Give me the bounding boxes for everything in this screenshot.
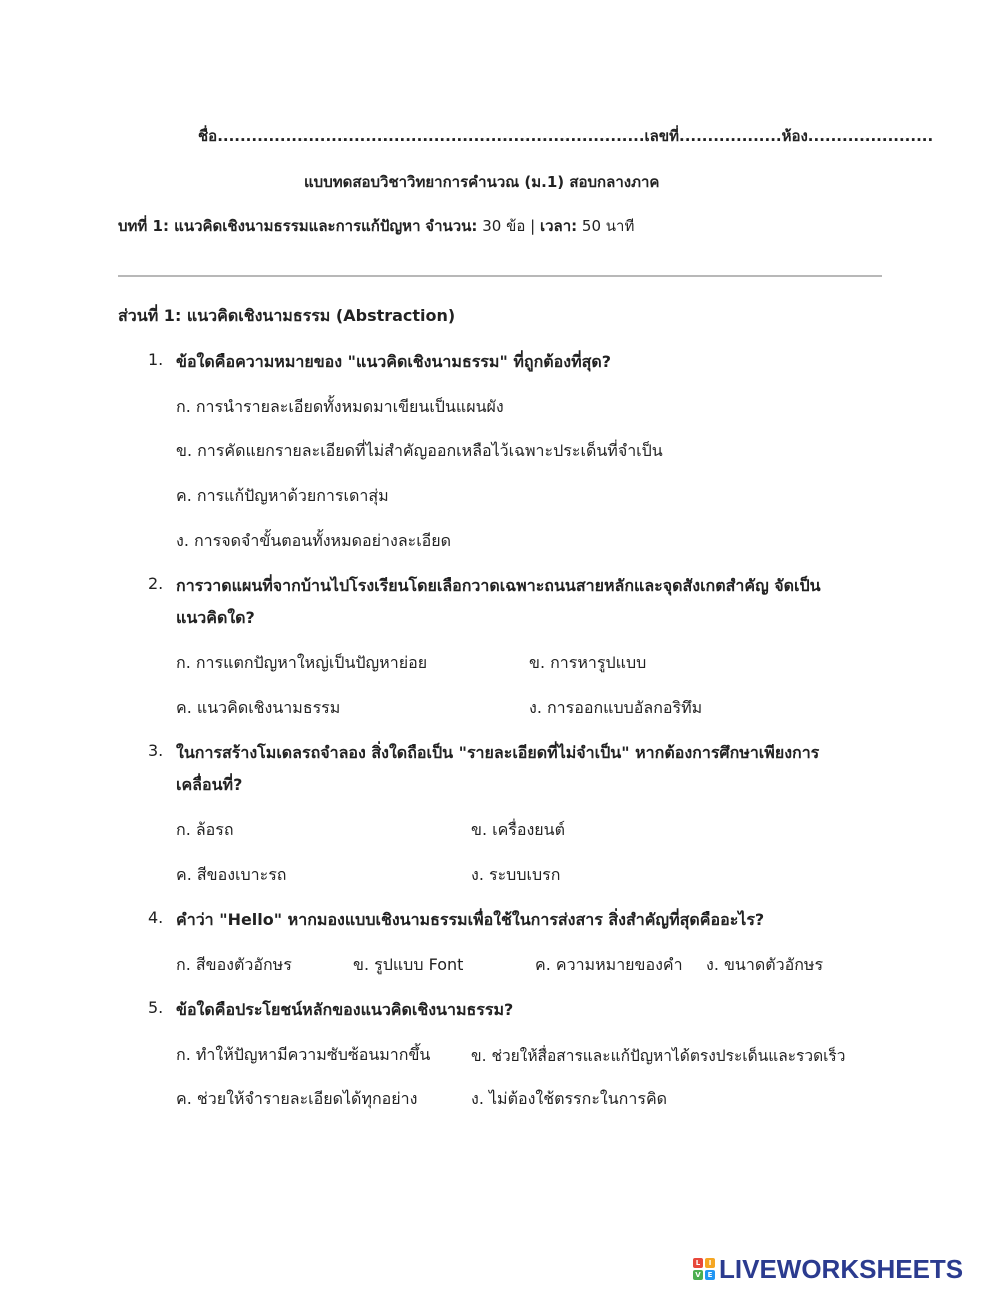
chapter-info <box>118 214 634 238</box>
name-line: ชื่อ...........................................................................เลขที่..................ห้อง...................... <box>198 127 934 145</box>
q3-option-c[interactable]: ค. สีของเบาะรถ <box>176 865 287 884</box>
question-3-text-line1: ในการสร้างโมเดลรถจำลอง สิ่งใดถือเป็น "รายละเอียดที่ไม่จำเป็น" หากต้องการศึกษาเพียงการ <box>176 743 820 762</box>
q1-option-d[interactable]: ง. การจดจำขั้นตอนทั้งหมดอย่างละเอียด <box>176 531 452 550</box>
time-value: 50 นาที <box>581 217 635 235</box>
logo-letter-e: E <box>705 1270 715 1280</box>
logo-text: LIVEWORKSHEETS <box>719 1253 964 1284</box>
q3-option-d[interactable]: ง. ระบบเบรก <box>471 865 561 884</box>
q1-option-b[interactable]: ข. การคัดแยกรายละเอียดที่ไม่สำคัญออกเหลือไว้เฉพาะประเด็นที่จำเป็น <box>176 441 663 460</box>
count-value: 30 ข้อ | <box>482 217 536 235</box>
q1-option-a[interactable]: ก. การนำรายละเอียดทั้งหมดมาเขียนเป็นแผนผัง <box>176 397 504 416</box>
count-label: จำนวน: <box>425 217 478 235</box>
question-5-number: 5. <box>148 998 164 1017</box>
q5-option-d[interactable]: ง. ไม่ต้องใช้ตรรกะในการคิด <box>471 1089 668 1108</box>
logo-letter-v: V <box>693 1270 703 1280</box>
q2-option-b[interactable]: ข. การหารูปแบบ <box>529 653 647 672</box>
question-2-text-line1: การวาดแผนที่จากบ้านไปโรงเรียนโดยเลือกวาดเฉพาะถนนสายหลักและจุดสังเกตสำคัญ จัดเป็น <box>176 576 821 595</box>
q1-option-c[interactable]: ค. การแก้ปัญหาด้วยการเดาสุ่ม <box>176 486 389 505</box>
q2-option-d[interactable]: ง. การออกแบบอัลกอริทึม <box>529 698 703 717</box>
question-1-number: 1. <box>148 350 164 369</box>
question-3-text-line2: เคลื่อนที่? <box>176 775 243 794</box>
question-3-number: 3. <box>148 741 164 760</box>
q5-option-b[interactable]: ข. ช่วยให้สื่อสารและแก้ปัญหาได้ตรงประเด็นและรวดเร็ว <box>471 1047 846 1065</box>
question-4-text: คำว่า "Hello" หากมองแบบเชิงนามธรรมเพื่อใช้ในการส่งสาร สิ่งสำคัญที่สุดคืออะไร? <box>176 910 765 929</box>
q3-option-b[interactable]: ข. เครื่องยนต์ <box>471 820 565 839</box>
page-title: แบบทดสอบวิชาวิทยาการคำนวณ (ม.1) สอบกลางภาค <box>304 173 660 191</box>
q2-option-c[interactable]: ค. แนวคิดเชิงนามธรรม <box>176 698 341 717</box>
question-2-text-line2: แนวคิดใด? <box>176 608 255 627</box>
logo-letter-l: L <box>693 1258 703 1268</box>
q5-option-a[interactable]: ก. ทำให้ปัญหามีความซับซ้อนมากขึ้น <box>176 1045 431 1064</box>
divider <box>118 275 882 277</box>
logo-letter-i: I <box>705 1258 715 1268</box>
question-5-text: ข้อใดคือประโยชน์หลักของแนวคิดเชิงนามธรรม? <box>176 1000 514 1019</box>
q2-option-a[interactable]: ก. การแตกปัญหาใหญ่เป็นปัญหาย่อย <box>176 653 428 672</box>
logo-mark-icon <box>693 1258 715 1280</box>
q3-option-a[interactable]: ก. ล้อรถ <box>176 820 234 839</box>
question-2-number: 2. <box>148 574 164 593</box>
q4-option-b[interactable]: ข. รูปแบบ Font <box>353 955 464 974</box>
chapter-label: บทที่ 1: แนวคิดเชิงนามธรรมและการแก้ปัญหา <box>118 217 421 235</box>
question-1-text: ข้อใดคือความหมายของ "แนวคิดเชิงนามธรรม" ที่ถูกต้องที่สุด? <box>176 352 612 371</box>
time-label: เวลา: <box>539 217 578 235</box>
q4-option-a[interactable]: ก. สีของตัวอักษร <box>176 955 292 974</box>
q4-option-c[interactable]: ค. ความหมายของคำ <box>535 955 683 974</box>
section-title: ส่วนที่ 1: แนวคิดเชิงนามธรรม (Abstraction) <box>118 306 456 325</box>
question-4-number: 4. <box>148 908 164 927</box>
liveworksheets-logo <box>693 1254 963 1284</box>
q4-option-d[interactable]: ง. ขนาดตัวอักษร <box>706 955 824 974</box>
q5-option-c[interactable]: ค. ช่วยให้จำรายละเอียดได้ทุกอย่าง <box>176 1089 418 1108</box>
